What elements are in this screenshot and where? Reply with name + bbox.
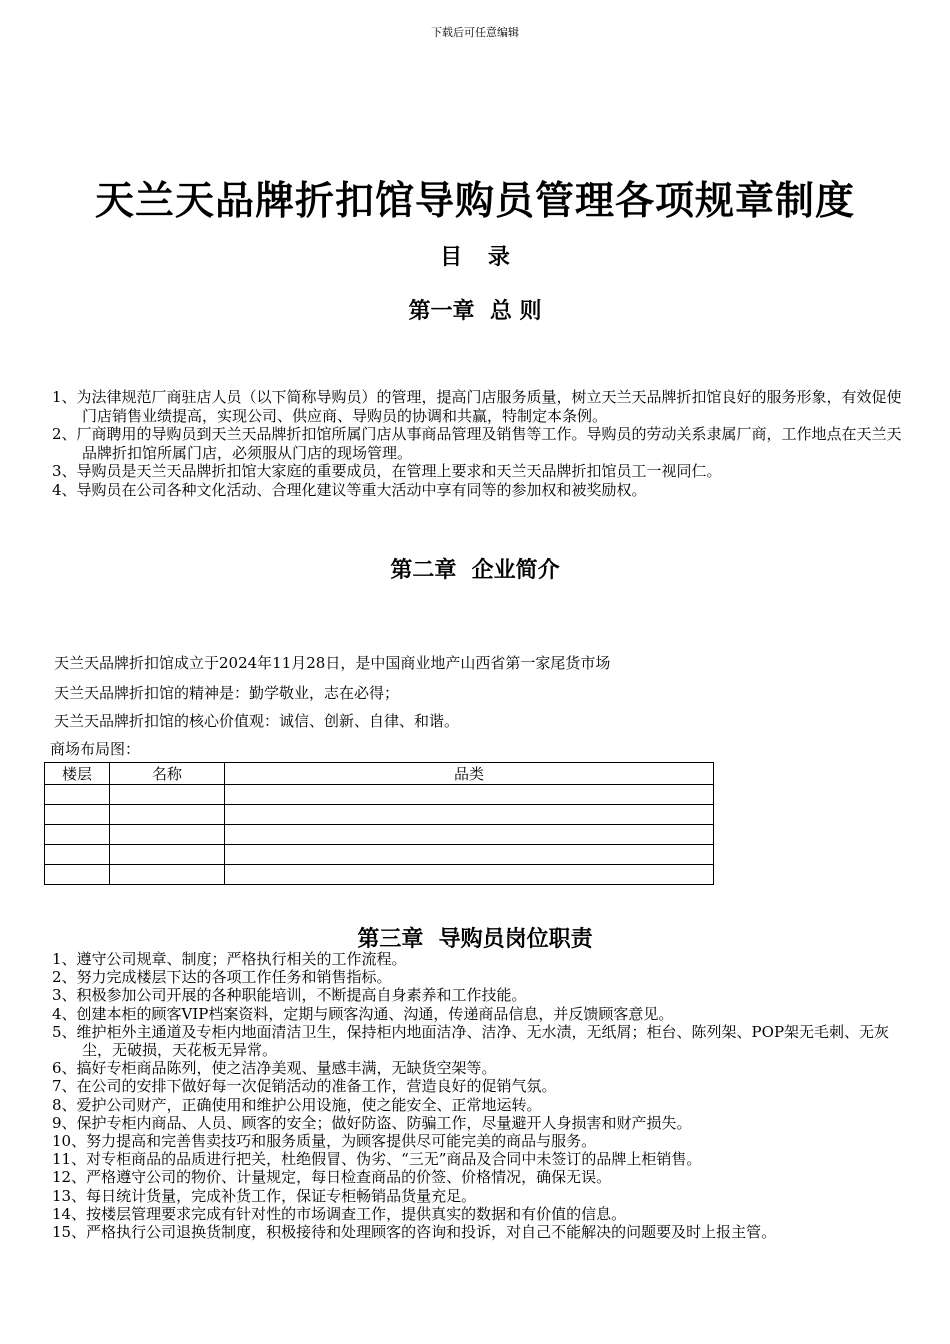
chapter1-heading: 第一章 总 则 — [408, 299, 542, 324]
company-founding-text: 天兰天品牌折扣馆成立于2024年11月28日，是中国商业地产山西省第一家尾货市场 — [54, 654, 611, 672]
chapter3-item: 13、每日统计货量，完成补货工作，保证专柜畅销品货量充足。 — [52, 1186, 477, 1205]
toc-heading: 目 录 — [440, 245, 510, 270]
table-row — [45, 865, 714, 885]
chapter3-item: 7、在公司的安排下做好每一次促销活动的准备工作，营造良好的促销气氛。 — [52, 1077, 557, 1096]
table-row — [45, 825, 714, 845]
column-header-name: 名称 — [110, 763, 225, 785]
chapter3-item: 6、搞好专柜商品陈列，使之洁净美观、量感丰满，无缺货空架等。 — [52, 1059, 497, 1078]
company-values-text: 天兰天品牌折扣馆的核心价值观：诚信、创新、自律、和谐。 — [54, 712, 460, 730]
chapter1-item: 1、为法律规范厂商驻店人员（以下简称导购员）的管理，提高门店服务质量，树立天兰天品牌折扣馆良好的服务形象，有效促使门店销售业绩提高，实现公司、供应商、导购员的协调和共赢，特制定本条例。 — [52, 388, 902, 425]
chapter3-item: 12、严格遵守公司的物价、计量规定，每日检查商品的价签、价格情况，确保无误。 — [52, 1168, 612, 1187]
mall-layout-table — [44, 762, 714, 885]
chapter3-heading: 第三章 导购员岗位职责 — [357, 927, 593, 952]
chapter3-item: 2、努力完成楼层下达的各项工作任务和销售指标。 — [52, 968, 392, 987]
table-row — [45, 845, 714, 865]
layout-label: 商场布局图： — [50, 740, 141, 758]
chapter3-item: 5、维护柜外主通道及专柜内地面清洁卫生，保持柜内地面洁净、洁净、无水渍，无纸屑；柜台、陈列架、POP架无毛刺、无灰尘，无破损，天花板无异常。 — [52, 1022, 890, 1060]
chapter3-item: 14、按楼层管理要求完成有针对性的市场调查工作，提供真实的数据和有价值的信息。 — [52, 1204, 627, 1223]
table-row — [45, 805, 714, 825]
column-header-category: 品类 — [225, 763, 714, 785]
chapter3-item: 3、积极参加公司开展的各种职能培训，不断提高自身素养和工作技能。 — [52, 986, 527, 1005]
chapter3-item: 9、保护专柜内商品、人员、顾客的安全；做好防盗、防骗工作，尽量避开人身损害和财产损失。 — [52, 1113, 692, 1132]
chapter3-item: 10、努力提高和完善售卖技巧和服务质量，为顾客提供尽可能完美的商品与服务。 — [52, 1132, 597, 1151]
chapter1-item: 3、导购员是天兰天品牌折扣馆大家庭的重要成员，在管理上要求和天兰天品牌折扣馆员工一视同仁。 — [52, 462, 722, 480]
chapter3-item: 1、遵守公司规章、制度；严格执行相关的工作流程。 — [52, 950, 407, 968]
table-row — [45, 785, 714, 805]
company-spirit-text: 天兰天品牌折扣馆的精神是：勤学敬业，志在必得； — [54, 684, 400, 702]
chapter3-item: 15、严格执行公司退换货制度，积极接待和处理顾客的咨询和投诉，对自己不能解决的问题要及时上报主管。 — [52, 1223, 777, 1242]
chapter3-item: 4、创建本柜的顾客VIP档案资料，定期与顾客沟通、沟通，传递商品信息，并反馈顾客意见。 — [52, 1004, 674, 1023]
chapter3-item: 11、对专柜商品的品质进行把关，杜绝假冒、伪劣、“三无”商品及合同中未签订的品牌上柜销售。 — [52, 1150, 702, 1169]
header-note: 下载后可任意编辑 — [431, 26, 519, 39]
document-title: 天兰天品牌折扣馆导购员管理各项规章制度 — [94, 179, 855, 224]
chapter1-item: 4、导购员在公司各种文化活动、合理化建议等重大活动中享有同等的参加权和被奖励权。 — [52, 480, 647, 499]
chapter1-list — [52, 388, 902, 499]
column-header-floor: 楼层 — [45, 763, 110, 785]
table-header-row — [45, 763, 714, 785]
chapter3-list — [52, 950, 902, 1241]
chapter1-item: 2、厂商聘用的导购员到天兰天品牌折扣馆所属门店从事商品管理及销售等工作。导购员的劳动关系隶属厂商，工作地点在天兰天品牌折扣馆所属门店，必须服从门店的现场管理。 — [52, 425, 902, 462]
chapter2-heading: 第二章 企业简介 — [390, 558, 560, 583]
chapter3-item: 8、爱护公司财产，正确使用和维护公用设施，使之能安全、正常地运转。 — [52, 1095, 542, 1114]
